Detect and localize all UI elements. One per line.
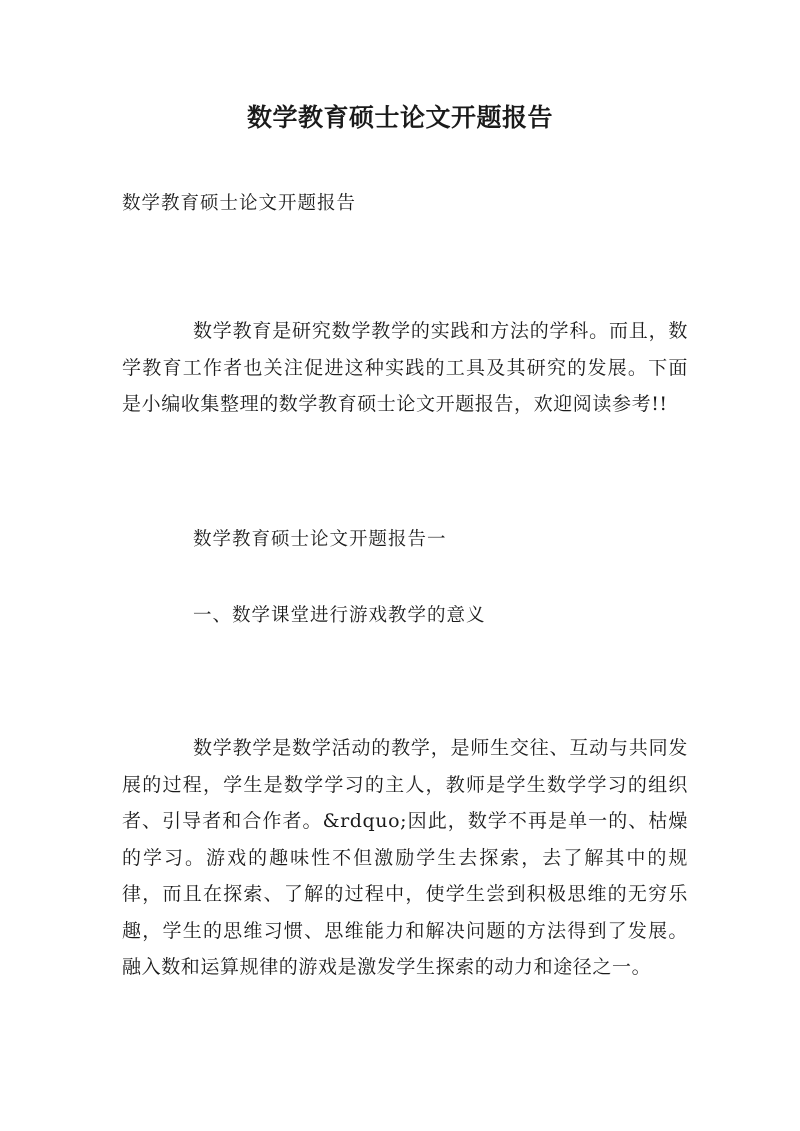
- intro-paragraph: 数学教育是研究数学教学的实践和方法的学科。而且，数学教育工作者也关注促进这种实践的工具及其研究的发展。下面是小编收集整理的数学教育硕士论文开题报告，欢迎阅读参考!!: [122, 320, 688, 415]
- document-subtitle: 数学教育硕士论文开题报告: [122, 193, 357, 214]
- section-heading: 数学教育硕士论文开题报告一: [193, 529, 447, 550]
- document-title: 数学教育硕士论文开题报告: [246, 103, 553, 132]
- subsection-heading: 一、数学课堂进行游戏教学的意义: [193, 605, 486, 626]
- body-paragraph: 数学教学是数学活动的教学，是师生交往、互动与共同发展的过程，学生是数学学习的主人，教师是学生数学学习的组织者、引导者和合作者。&rdquo;因此，数学不再是单一的、枯燥的学习。游戏的趣味性不但激励学生去探索，去了解其中的规律，而且在探索、了解的过程中，使学生尝到积极思维的无穷乐趣，学生的思维习惯、思维能力和解决问题的方法得到了发展。融入数和运算规律的游戏是激发学生探索的动力和途径之一。: [122, 737, 688, 978]
